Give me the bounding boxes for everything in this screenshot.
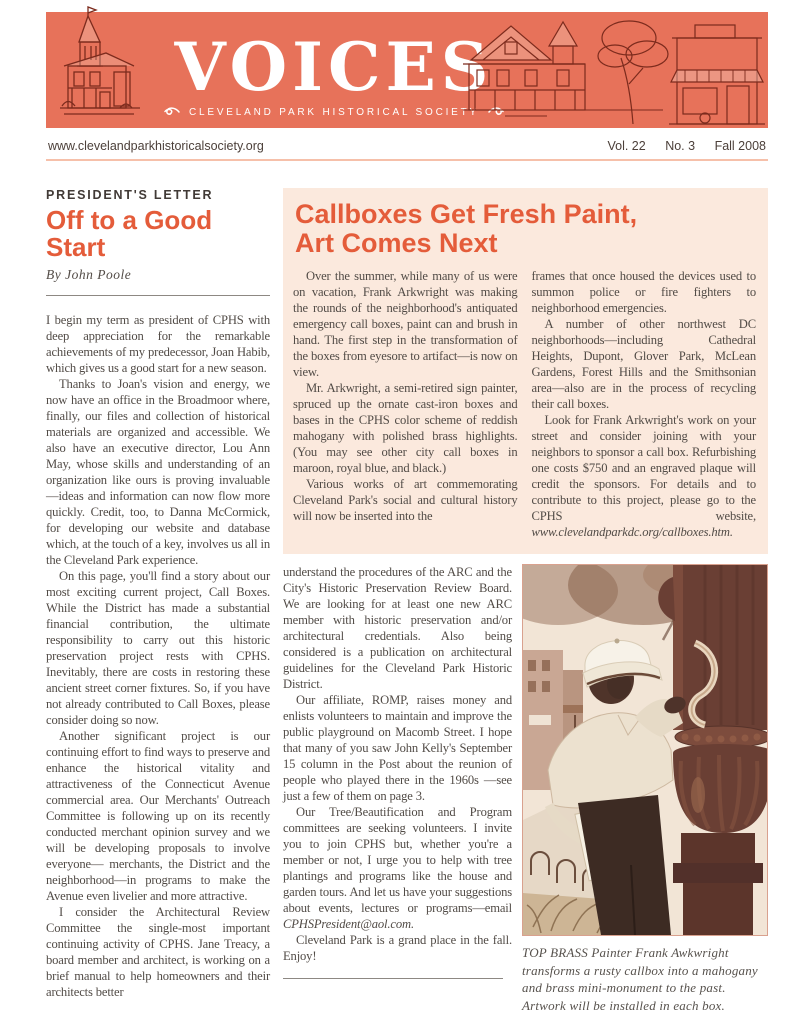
photo-caption: TOP BRASS Painter Frank Awkwright transforms a rusty callbox into a mahogany and brass mini-monument to the past. Artwork will be installed in each box. [522,945,758,1013]
page-content [46,188,768,1014]
letter-paragraph-text: Our Tree/Beautification and Program committees are seeking volunteers. I invite you to join CPHS but, whether you're a member or not, I urge you to help with tree plantings and programs like the house and garden tours. And let us have your suggestions about events, lectures or programs—email [283,805,512,916]
letter-paragraph: I consider the Architectural Review Committee the single-most important continuing activity of CPHS. Jane Treacy, a board member and architect, is working on a brief manual to help homeowners and their architects better [46,904,270,999]
frank-awkwright-photo [522,564,768,936]
society-name: CLEVELAND PARK HISTORICAL SOCIETY [188,106,480,118]
article-headline-line2: Art Comes Next [295,228,498,259]
letter-paragraph [283,804,512,932]
victorian-house-illustration-left [52,2,156,128]
photo-figure [522,564,768,1014]
letter-paragraph: Thanks to Joan's vision and energy, we now have an office in the Broadmoor where, finally, our files and collection of historical materials are organized and accessible. We also have an executive director, Lou Ann May, whose skills and understanding of an organization like ours is proving invaluable—ideas and information can now flow more quickly. Credit, too, to Danna McCormick, for developing our website and database which, at the touch of a key, involves us all in the Cleveland Park experience. [46,376,270,567]
letter-paragraph: Another significant project is our continuing effort to find ways to preserve and enhance the historical vitality and attractiveness of the Connecticut Avenue commercial area. Our Merchants' Outreach Committee is following up on its recently conducted merchant opinion survey and we will be developing proposals to involve everyone— merchants, the District and the neighborhood—in programs to make the Avenue even livelier and more attractive. [46,728,270,903]
byline-divider [46,295,270,296]
article-paragraph: Over the summer, while many of us were on vacation, Frank Arkwright was making the rounds of the neighborhood's antiquated emergency call boxes, paint can and brush in hand. The first step in the transformation of the boxes from eyesore to artifact—is now on view. [293,269,518,380]
article-paragraph-text: Look for Frank Arkwright's work on your street and consider joining with your neighbors to sponsor a call box. Refurbishing one costs $750 and an engraved plaque will credit the sponsors. For details and to contribute to this project, please go to the CPHS website, [531,413,756,524]
article-headline-line1: Callboxes Get Fresh Paint, [295,199,638,229]
end-of-letter-divider [283,978,503,979]
lower-row [283,564,768,1014]
letter-paragraph: understand the procedures of the ARC and the City's Historic Preservation Review Board. We are looking for at least one new ARC member with historic preservation and/or architectural credentials. Also being considered is a publication on architectural guidelines for the Cleveland Park Historic District. [283,565,512,692]
callbox-article-box [283,188,768,554]
callbox-painter-photo-illustration [523,565,767,935]
article-columns [293,268,756,540]
masthead-right-illustration [510,12,768,128]
masthead-left-illustration [46,12,158,128]
president-email: CPHSPresident@aol.com. [283,917,414,932]
article-paragraph: A number of other northwest DC neighborhoods—including Cathedral Heights, Dupont, Glover Park, McLean Gardens, Forest Hills and the Smithsonian area—also are in the process of recycling their call boxes. [531,317,756,412]
masthead-banner [46,12,768,128]
callbox-website-url: www.clevelandparkdc.org/callboxes.htm. [531,525,733,540]
website-url: www.clevelandparkhistoricalsociety.org [48,139,264,153]
letter-continuation-column [283,564,512,1014]
letter-paragraph: Our affiliate, ROMP, raises money and enlists volunteers to maintain and improve the public playground on Macomb Street. I hope that many of you saw John Kelly's September 15 column in the Post about the reunion of people who played there in the 1960s —see just a few of them on page 3. [283,693,512,804]
article-paragraph: Various works of art commemorating Cleveland Park's social and cultural history will now be inserted into the [293,477,518,524]
letter-headline: Off to a Good Start [46,205,213,263]
article-paragraph [532,412,757,540]
neighborhood-illustration [453,12,768,128]
letter-paragraph: I begin my term as president of CPHS with deep appreciation for the remarkable achievements of my predecessor, Joan Habib, which gives us a good start for a new season. [46,312,270,375]
newsletter-title: VOICES [174,28,494,107]
letter-closing: Cleveland Park is a grand place in the fall. Enjoy! [283,933,512,964]
volume-label: Vol. 22 [607,139,646,153]
article-paragraph: frames that once housed the devices used to summon police or fire fighters to neighborhood emergencies. [531,269,756,316]
letter-byline: By John Poole [46,266,132,282]
article-paragraph: Mr. Arkwright, a semi-retired sign painter, spruced up the ornate cast-iron boxes and bases in the CPHS color scheme of reddish mahogany with polished brass highlights. (You may see other city call boxes in maroon, royal blue, and black.) [293,381,518,476]
section-kicker: PRESIDENT'S LETTER [46,188,214,202]
article-column-2 [532,268,757,540]
feature-area [283,188,768,1014]
issue-details [591,139,766,153]
letter-paragraph: On this page, you'll find a story about our most exciting current project, Call Boxes. While the District has made a substantial financial contribution, the ultimate responsibility to carry out this historic preservation project rests with CPHS. Inevitably, there are costs in restoring these ancient street corner fixtures. So, if you have not already contributed to Call Boxes, please consider doing so now. [46,568,270,727]
season-label: Fall 2008 [714,139,766,153]
article-column-1 [293,268,518,540]
fleuron-left-icon [163,106,181,118]
article-headline [295,200,756,258]
presidents-letter-column [46,188,270,1014]
issue-info-bar [46,128,768,161]
number-label: No. 3 [665,139,696,153]
